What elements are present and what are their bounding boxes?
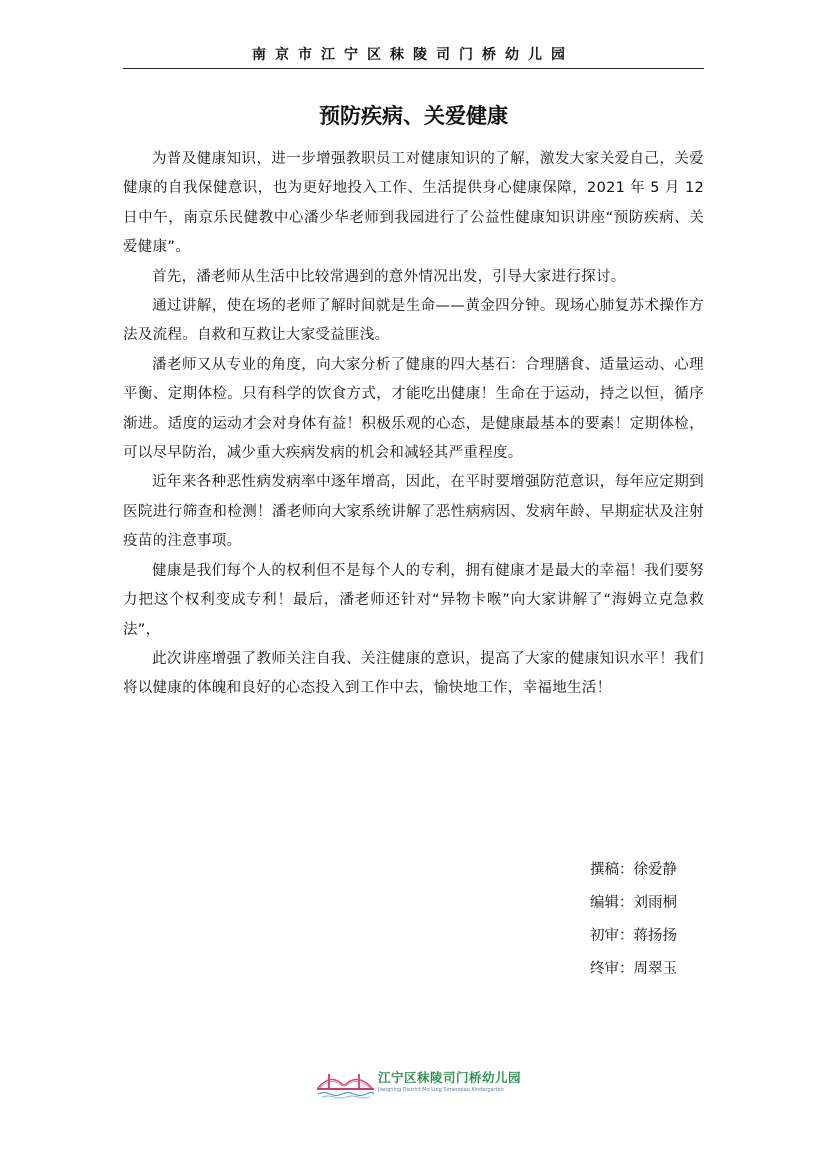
credits-block [590,854,730,986]
article-body [123,145,704,704]
credit-writer: 撰稿：徐爱静 [590,862,677,878]
paragraph: 通过讲解，使在场的老师了解时间就是生命——黄金四分钟。现场心肺复苏术操作方法及流程。自救和互救让大家受益匪浅。 [123,298,704,344]
header-org-name: 南京市江宁区秣陵司门桥幼儿园 [252,47,574,63]
header-divider [123,68,704,69]
paragraph: 健康是我们每个人的权利但不是每个人的专利，拥有健康才是最大的幸福！我们要努力把这个权利变成专利！最后，潘老师还针对“异物卡喉”向大家讲解了“海姆立克急救法”， [123,562,704,638]
paragraph: 首先，潘老师从生活中比较常遇到的意外情况出发，引导大家进行探讨。 [152,268,626,285]
credit-first-review: 初审：蒋扬扬 [590,928,677,944]
credit-editor: 编辑：刘雨桐 [590,895,677,911]
logo-text: 江宁区秣陵司门桥幼儿园 [378,1070,522,1085]
credit-final-review: 终审：周翠玉 [590,961,677,977]
bridge-logo-icon [316,1066,376,1100]
paragraph: 此次讲座增强了教师关注自我、关注健康的意识，提高了大家的健康知识水平！我们将以健康的体魄和良好的心态投入到工作中去，愉快地工作，幸福地生活！ [123,650,704,697]
paragraph: 潘老师又从专业的角度，向大家分析了健康的四大基石：合理膳食、适量运动、心理平衡、定期体检。只有科学的饮食方式，才能吃出健康！生命在于运动，持之以恒，循序渐进。适度的运动才会对身体有益！积极乐观的心态，是健康最基本的要素！定期体检，可以尽早防治，减少重大疾病发病的机会和减轻其严重程度。 [123,356,704,462]
logo-subtext: Jiangning District Mo Ling Simenqiao Kindergarten [378,1087,504,1093]
paragraph: 为普及健康知识，进一步增强教职员工对健康知识的了解，激发大家关爱自己，关爱健康的自我保健意识，也为更好地投入工作、生活提供身心健康保障，2021 年 5 月 12 日中午，南京乐民健教中心潘少华老师到我园进行了公益性健康知识讲座“预防疾病、关爱健康”。 [123,151,704,256]
footer-logo [316,1066,526,1100]
paragraph: 近年来各种恶性病发病率中逐年增高，因此，在平时要增强防范意识，每年应定期到医院进行筛查和检测！潘老师向大家系统讲解了恶性病病因、发病年龄、早期症状及注射疫苗的注意事项。 [123,474,704,550]
article-title: 预防疾病、关爱健康 [319,104,508,128]
